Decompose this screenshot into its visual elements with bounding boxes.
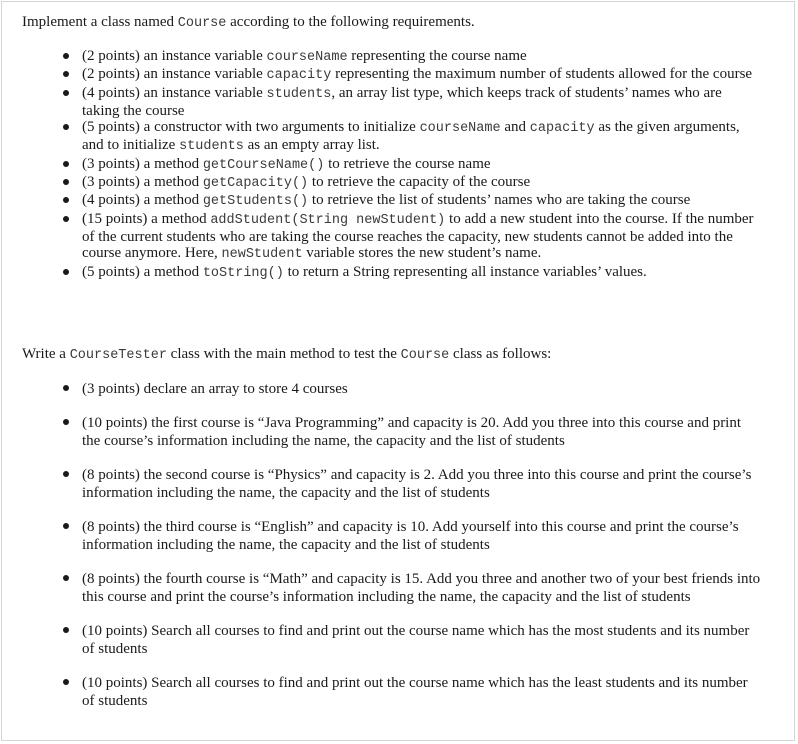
requirement-item	[62, 48, 762, 66]
requirement-item	[62, 174, 762, 192]
requirement-item	[62, 414, 762, 450]
requirement-item	[62, 192, 762, 210]
code-identifier: toString()	[202, 265, 284, 281]
code-identifier: addStudent(String newStudent)	[210, 212, 446, 228]
tester-requirements-list	[62, 380, 762, 726]
requirement-text: representing the maximum number of students allowed for the course	[331, 66, 753, 83]
part2-intro	[22, 345, 551, 365]
requirement-item	[62, 380, 762, 398]
code-identifier: courseName	[419, 121, 501, 137]
requirement-item	[62, 622, 762, 658]
requirement-text: to return a String representing all instance variables’ values.	[283, 263, 647, 280]
requirement-text: , an array list type, which keeps track of students’ names who are taking the course	[82, 84, 722, 119]
requirement-item	[62, 85, 762, 120]
requirement-item	[62, 466, 762, 502]
code-course: Course	[177, 16, 227, 31]
requirement-text: (2 points) an instance variable	[82, 66, 267, 83]
requirement-text: to add a new student into the course. If the number of the current students who are taking the course reaches the capacity, new students cannot be added into the course anymore. Here,	[82, 210, 754, 262]
code-identifier: getCapacity()	[202, 176, 309, 192]
requirement-item	[62, 570, 762, 606]
part2-intro-text: class as follows:	[449, 346, 552, 362]
requirement-text: (8 points) the third course is “English” and capacity is 10. Add yourself into this course and print the course’s information including the name, the capacity and the list of students	[82, 519, 739, 553]
requirement-text: variable stores the new student’s name.	[302, 245, 542, 262]
requirement-item	[62, 211, 762, 264]
part2-intro-text: Write a	[22, 346, 70, 362]
part1-intro-text: Implement a class named	[22, 14, 178, 30]
requirement-item	[62, 518, 762, 554]
requirement-text: (8 points) the fourth course is “Math” and capacity is 15. Add you three and another two of your best friends into this course and print the course’s information including the name, the capacity and the list of students	[82, 571, 761, 605]
requirement-text: as an empty array list.	[243, 137, 380, 154]
requirement-item	[62, 156, 762, 174]
code-identifier: capacity	[529, 121, 595, 137]
code-identifier: newStudent	[221, 247, 303, 263]
requirement-text: (3 points) a method	[82, 174, 203, 191]
requirement-text: representing the course name	[347, 48, 527, 64]
code-identifier: students	[266, 86, 332, 102]
requirement-text: (5 points) a constructor with two arguments to initialize	[82, 119, 420, 136]
requirement-text: (3 points) a method	[82, 155, 203, 172]
part1-intro-text: according to the following requirements.	[226, 14, 475, 30]
requirement-text: (8 points) the second course is “Physics” and capacity is 2. Add you three into this course and print the course’s information including the name, the capacity and the list of students	[82, 467, 752, 501]
code-identifier: students	[179, 139, 244, 155]
requirement-item	[62, 119, 762, 156]
requirement-text: to retrieve the course name	[324, 155, 491, 172]
requirement-text: and	[500, 119, 530, 136]
part1-intro	[22, 13, 475, 33]
requirement-text: (10 points) the first course is “Java Programming” and capacity is 20. Add you three into this course and print the course’s information including the name, the capacity and the list of students	[82, 415, 742, 449]
requirement-text: to retrieve the capacity of the course	[308, 174, 531, 191]
requirement-item	[62, 66, 762, 84]
code-identifier: getCourseName()	[202, 157, 325, 173]
code-identifier: getStudents()	[202, 194, 309, 210]
requirement-text: (5 points) a method	[82, 263, 203, 280]
code-identifier: capacity	[266, 68, 332, 84]
code-coursetester: CourseTester	[69, 348, 167, 363]
requirement-text: (10 points) Search all courses to find and print out the course name which has the least students and its number of students	[82, 675, 748, 709]
requirement-text: (4 points) a method	[82, 192, 203, 209]
requirement-text: (15 points) a method	[82, 210, 211, 227]
requirement-text: to retrieve the list of students’ names who are taking the course	[308, 192, 691, 209]
requirement-text: (2 points) an instance variable	[82, 48, 267, 64]
requirement-text: (4 points) an instance variable	[82, 84, 267, 101]
part2-intro-text: class with the main method to test the	[166, 346, 401, 362]
requirement-text: (3 points) declare an array to store 4 courses	[82, 381, 348, 397]
code-course: Course	[400, 348, 450, 363]
code-identifier: courseName	[266, 50, 348, 65]
class-requirements-list	[62, 48, 762, 282]
requirement-text: as the given arguments, and to initialize	[82, 119, 740, 154]
requirement-item	[62, 674, 762, 710]
requirement-text: (10 points) Search all courses to find and print out the course name which has the most students and its number of students	[82, 623, 750, 657]
requirement-item	[62, 264, 762, 282]
